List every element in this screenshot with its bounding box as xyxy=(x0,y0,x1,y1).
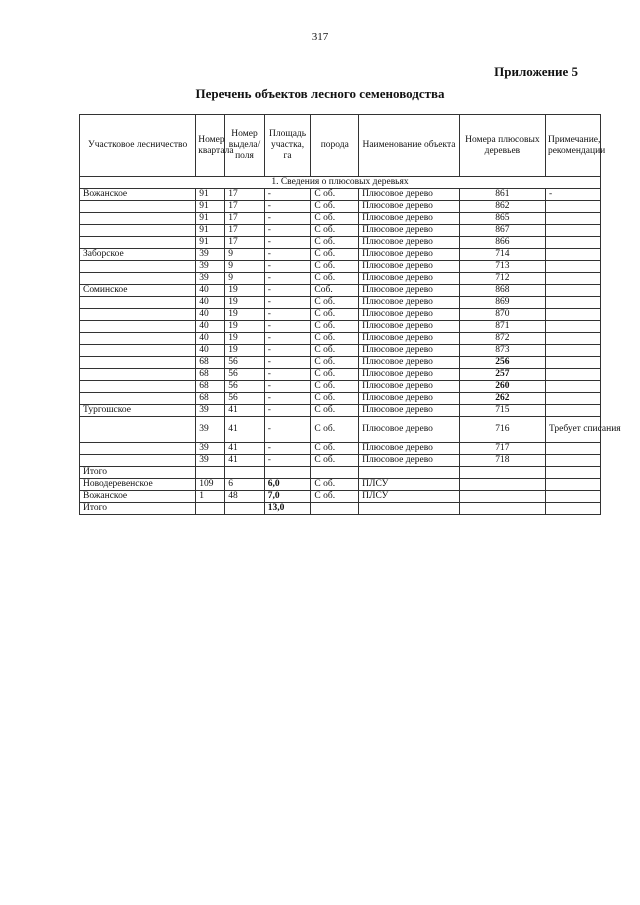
cell-quarter: 68 xyxy=(196,393,225,405)
cell-forestry: Новодеревенское xyxy=(80,479,196,491)
table-row xyxy=(80,345,601,357)
table-row xyxy=(80,455,601,467)
cell-object: Плюсовое дерево xyxy=(359,309,460,321)
cell-species: С об. xyxy=(311,491,359,503)
cell-species: С об. xyxy=(311,455,359,467)
cell-species: С об. xyxy=(311,357,359,369)
cell-note xyxy=(545,201,600,213)
cell-note: Требует списания xyxy=(545,417,600,443)
table-row xyxy=(80,225,601,237)
cell-species: С об. xyxy=(311,479,359,491)
cell-area: 7,0 xyxy=(264,491,311,503)
cell-forestry xyxy=(80,455,196,467)
cell-area: - xyxy=(264,309,311,321)
cell-plot: 56 xyxy=(225,369,264,381)
cell-tree-number: 713 xyxy=(459,261,545,273)
cell-area: - xyxy=(264,201,311,213)
cell-quarter: 91 xyxy=(196,237,225,249)
table-row xyxy=(80,273,601,285)
cell-object: Плюсовое дерево xyxy=(359,321,460,333)
cell-note xyxy=(545,261,600,273)
cell-note xyxy=(545,321,600,333)
cell-note xyxy=(545,333,600,345)
cell-quarter: 40 xyxy=(196,333,225,345)
cell-tree-number: 717 xyxy=(459,443,545,455)
cell-plot: 19 xyxy=(225,321,264,333)
cell-plot: 41 xyxy=(225,455,264,467)
cell-area: - xyxy=(264,393,311,405)
cell-tree-number xyxy=(459,491,545,503)
cell-object: ПЛСУ xyxy=(359,479,460,491)
cell-tree-number: 873 xyxy=(459,345,545,357)
cell-area: - xyxy=(264,285,311,297)
cell-quarter: 91 xyxy=(196,201,225,213)
cell-note xyxy=(545,213,600,225)
cell-tree-number: 862 xyxy=(459,201,545,213)
cell-note xyxy=(545,405,600,417)
document-title: Перечень объектов лесного семеноводства xyxy=(195,86,445,101)
cell-forestry: Итого xyxy=(80,503,196,515)
cell-quarter: 91 xyxy=(196,213,225,225)
header-area: Площадь участка, га xyxy=(264,115,311,177)
cell-tree-number xyxy=(459,479,545,491)
table-row xyxy=(80,249,601,261)
cell-quarter: 68 xyxy=(196,369,225,381)
cell-forestry xyxy=(80,213,196,225)
cell-note xyxy=(545,285,600,297)
cell-species: С об. xyxy=(311,189,359,201)
cell-area: - xyxy=(264,273,311,285)
cell-tree-number: 871 xyxy=(459,321,545,333)
cell-quarter: 39 xyxy=(196,405,225,417)
cell-quarter: 109 xyxy=(196,479,225,491)
cell-area: 13,0 xyxy=(264,503,311,515)
cell-area: - xyxy=(264,225,311,237)
cell-object: ПЛСУ xyxy=(359,491,460,503)
cell-species: С об. xyxy=(311,297,359,309)
cell-plot: 48 xyxy=(225,491,264,503)
cell-species: С об. xyxy=(311,237,359,249)
table-row xyxy=(80,261,601,273)
header-quarter: Номер квартала xyxy=(196,115,225,177)
cell-forestry xyxy=(80,333,196,345)
cell-object: Плюсовое дерево xyxy=(359,261,460,273)
cell-quarter: 91 xyxy=(196,225,225,237)
cell-area: - xyxy=(264,249,311,261)
cell-area: - xyxy=(264,369,311,381)
cell-tree-number xyxy=(459,503,545,515)
seed-objects-table xyxy=(79,114,621,515)
cell-quarter: 40 xyxy=(196,309,225,321)
cell-tree-number: 718 xyxy=(459,455,545,467)
cell-species: С об. xyxy=(311,345,359,357)
cell-object: Плюсовое дерево xyxy=(359,345,460,357)
cell-species: С об. xyxy=(311,321,359,333)
cell-species: С об. xyxy=(311,249,359,261)
cell-tree-number: 256 xyxy=(459,357,545,369)
cell-note: - xyxy=(545,189,600,201)
cell-forestry xyxy=(80,261,196,273)
cell-forestry xyxy=(80,357,196,369)
cell-area: - xyxy=(264,297,311,309)
cell-plot: 17 xyxy=(225,225,264,237)
cell-area: - xyxy=(264,443,311,455)
cell-forestry xyxy=(80,393,196,405)
cell-object: Плюсовое дерево xyxy=(359,381,460,393)
cell-note xyxy=(545,237,600,249)
cell-object: Плюсовое дерево xyxy=(359,273,460,285)
table-row xyxy=(80,309,601,321)
cell-tree-number: 715 xyxy=(459,405,545,417)
cell-tree-number: 714 xyxy=(459,249,545,261)
table-header-row xyxy=(80,115,601,177)
cell-object: Плюсовое дерево xyxy=(359,333,460,345)
cell-forestry: Вожанское xyxy=(80,491,196,503)
cell-forestry xyxy=(80,237,196,249)
cell-object: Плюсовое дерево xyxy=(359,285,460,297)
table-row xyxy=(80,333,601,345)
cell-area: - xyxy=(264,261,311,273)
cell-tree-number: 872 xyxy=(459,333,545,345)
table-row xyxy=(80,237,601,249)
table-row xyxy=(80,321,601,333)
cell-quarter: 40 xyxy=(196,297,225,309)
cell-quarter: 40 xyxy=(196,285,225,297)
cell-plot: 17 xyxy=(225,237,264,249)
cell-note xyxy=(545,443,600,455)
cell-object: Плюсовое дерево xyxy=(359,443,460,455)
cell-plot: 19 xyxy=(225,309,264,321)
table-body xyxy=(80,177,621,515)
cell-object: Плюсовое дерево xyxy=(359,393,460,405)
cell-area: - xyxy=(264,333,311,345)
cell-object: Плюсовое дерево xyxy=(359,297,460,309)
table-row xyxy=(80,189,601,201)
cell-plot: 56 xyxy=(225,393,264,405)
cell-forestry xyxy=(80,381,196,393)
cell-forestry: Вожанское xyxy=(80,189,196,201)
cell-object xyxy=(359,467,460,479)
cell-quarter xyxy=(196,467,225,479)
cell-forestry xyxy=(80,201,196,213)
cell-note xyxy=(545,273,600,285)
cell-forestry: Соминское xyxy=(80,285,196,297)
cell-object xyxy=(359,503,460,515)
cell-forestry xyxy=(80,443,196,455)
cell-object: Плюсовое дерево xyxy=(359,213,460,225)
cell-quarter: 68 xyxy=(196,381,225,393)
header-object: Наименование объекта xyxy=(359,115,460,177)
cell-forestry xyxy=(80,345,196,357)
cell-plot: 56 xyxy=(225,381,264,393)
cell-forestry xyxy=(80,369,196,381)
cell-area: - xyxy=(264,381,311,393)
cell-species xyxy=(311,467,359,479)
cell-quarter: 39 xyxy=(196,273,225,285)
table-row xyxy=(80,357,601,369)
header-note: Примечание, рекомендации xyxy=(545,115,600,177)
table-row xyxy=(80,201,601,213)
cell-species: С об. xyxy=(311,369,359,381)
table-row xyxy=(80,417,601,443)
cell-forestry xyxy=(80,309,196,321)
cell-species: С об. xyxy=(311,261,359,273)
header-tree-number: Номера плюсовых деревьев xyxy=(459,115,545,177)
cell-forestry xyxy=(80,273,196,285)
cell-note xyxy=(545,309,600,321)
cell-area: - xyxy=(264,321,311,333)
cell-tree-number: 866 xyxy=(459,237,545,249)
cell-area: - xyxy=(264,455,311,467)
table-row xyxy=(80,369,601,381)
table-row xyxy=(80,479,601,491)
cell-quarter: 68 xyxy=(196,357,225,369)
cell-plot: 9 xyxy=(225,273,264,285)
cell-object: Плюсовое дерево xyxy=(359,189,460,201)
cell-tree-number: 716 xyxy=(459,417,545,443)
cell-forestry: Заборское xyxy=(80,249,196,261)
table-row xyxy=(80,381,601,393)
table-row xyxy=(80,405,601,417)
cell-object: Плюсовое дерево xyxy=(359,357,460,369)
cell-tree-number: 260 xyxy=(459,381,545,393)
cell-forestry: Итого xyxy=(80,467,196,479)
cell-plot: 41 xyxy=(225,443,264,455)
header-plot: Номер выдела/ поля xyxy=(225,115,264,177)
table-row xyxy=(80,297,601,309)
cell-species: С об. xyxy=(311,443,359,455)
cell-area: - xyxy=(264,357,311,369)
cell-object: Плюсовое дерево xyxy=(359,237,460,249)
cell-note xyxy=(545,467,600,479)
cell-object: Плюсовое дерево xyxy=(359,249,460,261)
cell-note xyxy=(545,491,600,503)
cell-note xyxy=(545,345,600,357)
section-title: 1. Сведения о плюсовых деревьях xyxy=(80,177,601,189)
cell-area xyxy=(264,467,311,479)
cell-object: Плюсовое дерево xyxy=(359,369,460,381)
cell-plot: 56 xyxy=(225,357,264,369)
cell-area: 6,0 xyxy=(264,479,311,491)
cell-plot: 9 xyxy=(225,261,264,273)
cell-quarter: 39 xyxy=(196,261,225,273)
cell-object: Плюсовое дерево xyxy=(359,405,460,417)
cell-note xyxy=(545,381,600,393)
cell-species: С об. xyxy=(311,225,359,237)
cell-forestry xyxy=(80,417,196,443)
cell-area: - xyxy=(264,345,311,357)
cell-species: С об. xyxy=(311,273,359,285)
appendix-label: Приложение 5 xyxy=(494,64,578,79)
cell-plot: 41 xyxy=(225,405,264,417)
cell-plot: 17 xyxy=(225,201,264,213)
cell-area: - xyxy=(264,405,311,417)
cell-quarter xyxy=(196,503,225,515)
cell-plot: 19 xyxy=(225,333,264,345)
cell-note xyxy=(545,357,600,369)
table-row xyxy=(80,285,601,297)
cell-note xyxy=(545,369,600,381)
cell-plot: 17 xyxy=(225,213,264,225)
cell-species: С об. xyxy=(311,417,359,443)
cell-tree-number: 865 xyxy=(459,213,545,225)
cell-quarter: 91 xyxy=(196,189,225,201)
cell-note xyxy=(545,455,600,467)
cell-area: - xyxy=(264,213,311,225)
cell-plot: 41 xyxy=(225,417,264,443)
header-forestry: Участковое лесничество xyxy=(80,115,196,177)
cell-tree-number xyxy=(459,467,545,479)
cell-note xyxy=(545,503,600,515)
section-row xyxy=(80,177,601,189)
cell-plot: 19 xyxy=(225,297,264,309)
cell-species: С об. xyxy=(311,381,359,393)
cell-species: С об. xyxy=(311,405,359,417)
cell-quarter: 40 xyxy=(196,345,225,357)
cell-forestry xyxy=(80,321,196,333)
cell-tree-number: 870 xyxy=(459,309,545,321)
cell-species: С об. xyxy=(311,213,359,225)
cell-forestry xyxy=(80,225,196,237)
cell-tree-number: 867 xyxy=(459,225,545,237)
cell-quarter: 39 xyxy=(196,455,225,467)
cell-forestry: Тургошское xyxy=(80,405,196,417)
cell-area: - xyxy=(264,189,311,201)
cell-tree-number: 712 xyxy=(459,273,545,285)
cell-species: С об. xyxy=(311,309,359,321)
cell-quarter: 39 xyxy=(196,443,225,455)
cell-plot: 6 xyxy=(225,479,264,491)
cell-note xyxy=(545,393,600,405)
table-row xyxy=(80,443,601,455)
cell-plot: 17 xyxy=(225,189,264,201)
cell-species xyxy=(311,503,359,515)
cell-quarter: 39 xyxy=(196,249,225,261)
cell-note xyxy=(545,225,600,237)
cell-note xyxy=(545,249,600,261)
header-species: порода xyxy=(311,115,359,177)
cell-quarter: 1 xyxy=(196,491,225,503)
cell-species: Соб. xyxy=(311,285,359,297)
cell-plot: 9 xyxy=(225,249,264,261)
cell-plot: 19 xyxy=(225,345,264,357)
cell-area: - xyxy=(264,237,311,249)
cell-tree-number: 257 xyxy=(459,369,545,381)
table-row xyxy=(80,491,601,503)
cell-note xyxy=(545,297,600,309)
cell-plot: 19 xyxy=(225,285,264,297)
cell-species: С об. xyxy=(311,201,359,213)
cell-area: - xyxy=(264,417,311,443)
cell-object: Плюсовое дерево xyxy=(359,455,460,467)
cell-tree-number: 861 xyxy=(459,189,545,201)
cell-object: Плюсовое дерево xyxy=(359,201,460,213)
cell-quarter: 40 xyxy=(196,321,225,333)
cell-plot xyxy=(225,503,264,515)
cell-tree-number: 869 xyxy=(459,297,545,309)
cell-forestry xyxy=(80,297,196,309)
cell-species: С об. xyxy=(311,333,359,345)
cell-plot xyxy=(225,467,264,479)
table-row xyxy=(80,213,601,225)
cell-object: Плюсовое дерево xyxy=(359,225,460,237)
table-row xyxy=(80,393,601,405)
table-row xyxy=(80,467,601,479)
page-number: 317 xyxy=(311,31,329,43)
cell-quarter: 39 xyxy=(196,417,225,443)
cell-note xyxy=(545,479,600,491)
cell-tree-number: 868 xyxy=(459,285,545,297)
table-row xyxy=(80,503,601,515)
cell-object: Плюсовое дерево xyxy=(359,417,460,443)
cell-tree-number: 262 xyxy=(459,393,545,405)
cell-species: С об. xyxy=(311,393,359,405)
